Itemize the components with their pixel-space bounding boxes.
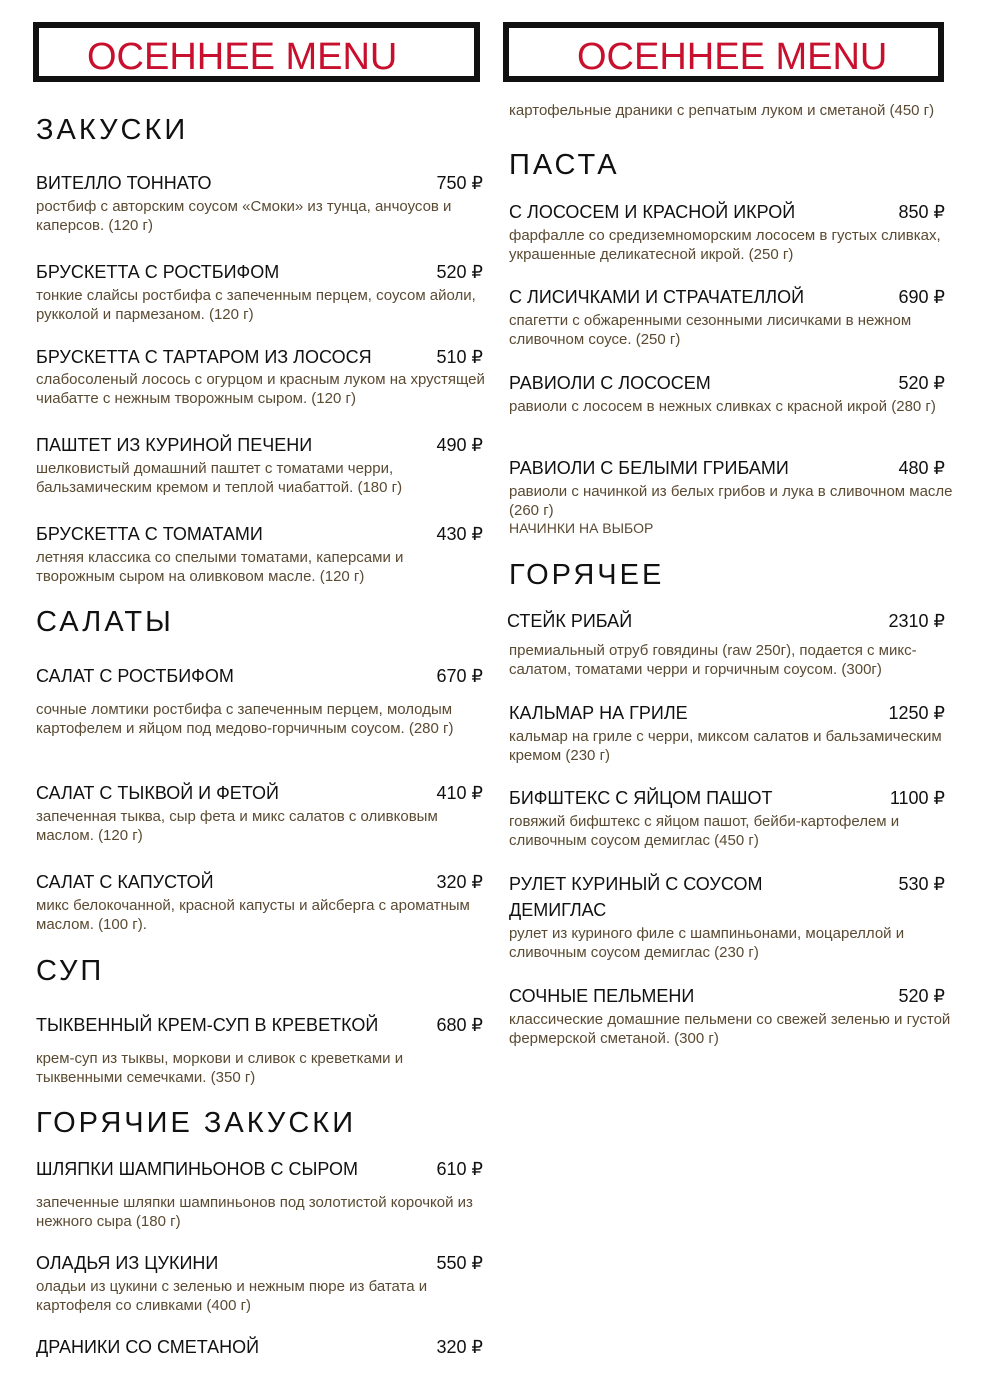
menu-item-price: 520 ₽ [898, 986, 945, 1006]
section-title-sup: СУП [36, 955, 105, 987]
section-title-zakuski: ЗАКУСКИ [36, 114, 189, 146]
menu-item-price: 510 ₽ [436, 347, 483, 367]
menu-item-name: С ЛИСИЧКАМИ И СТРАЧАТЕЛЛОЙ [509, 287, 805, 307]
menu-item-desc: микс белокочанной, красной капусты и айсберга с ароматным маслом. (100 г). [36, 897, 470, 933]
menu-item-name-line2: ДЕМИГЛАС [509, 900, 607, 920]
menu-title-box-right [503, 22, 944, 82]
menu-item-name: С ЛОСОСЕМ И КРАСНОЙ ИКРОЙ [509, 202, 796, 222]
menu-item-desc: картофельные драники с репчатым луком и сметаной (450 г) [509, 102, 935, 119]
menu-item-price: 670 ₽ [436, 666, 483, 686]
menu-item-price: 1250 ₽ [888, 703, 945, 723]
menu-title-box-left [33, 22, 480, 82]
menu-item-price: 480 ₽ [898, 458, 945, 478]
menu-item-price: 520 ₽ [436, 262, 483, 282]
menu-item-name: БРУСКЕТТА С ТАРТАРОМ ИЗ ЛОСОСЯ [36, 347, 372, 367]
fillings-note: НАЧИНКИ НА ВЫБОР [509, 520, 654, 536]
menu-item-price: 690 ₽ [898, 287, 945, 307]
menu-item-price: 2310 ₽ [888, 611, 945, 631]
menu-item-price: 410 ₽ [436, 783, 483, 803]
menu-item-desc: равиоли с лососем в нежных сливках с красной икрой (280 г) [509, 398, 936, 415]
menu-item-name: ВИТЕЛЛО ТОННАТО [36, 173, 212, 193]
menu-item-name: БРУСКЕТТА С ТОМАТАМИ [36, 524, 263, 544]
menu-item-desc: шелковистый домашний паштет с томатами черри, бальзамическим кремом и теплой чиабаттой. (180 г) [36, 460, 403, 496]
menu-item-name: РАВИОЛИ С БЕЛЫМИ ГРИБАМИ [509, 458, 789, 478]
menu-item-name: ТЫКВЕННЫЙ КРЕМ-СУП В КРЕВЕТКОЙ [36, 1015, 379, 1035]
menu-title-left: ОСЕННЕЕ MENU [87, 36, 398, 78]
menu-item-desc: оладьи из цукини с зеленью и нежным пюре из батата и картофеля со сливками (400 г) [36, 1278, 428, 1314]
menu-item-desc: кальмар на гриле с черри, миксом салатов и бальзамическим кремом (230 г) [509, 728, 942, 764]
menu-item-price: 610 ₽ [436, 1159, 483, 1179]
menu-item-price: 520 ₽ [898, 373, 945, 393]
section-title-goryachee: ГОРЯЧЕЕ [509, 559, 665, 591]
menu-item-desc: фарфалле со средиземноморским лососем в густых сливках, украшенные деликатесной икрой. (250 г) [509, 227, 941, 263]
menu-item-desc: слабосоленый лосось с огурцом и красным луком на хрустящей чиабатте с нежным творожным сыром. (120 г) [36, 371, 485, 407]
menu-item-price: 680 ₽ [436, 1015, 483, 1035]
menu-item-desc: запеченная тыква, сыр фета и микс салатов с оливковым маслом. (120 г) [36, 808, 438, 844]
menu-item-price: 850 ₽ [898, 202, 945, 222]
menu-item-desc: запеченные шляпки шампиньонов под золотистой корочкой из нежного сыра (180 г) [36, 1194, 473, 1230]
menu-item-price: 490 ₽ [436, 435, 483, 455]
menu-item-price: 1100 ₽ [889, 788, 945, 808]
menu-item-price: 320 ₽ [436, 872, 483, 892]
menu-item-price: 750 ₽ [436, 173, 483, 193]
menu-item-desc: равиоли с начинкой из белых грибов и лука в сливочном масле (260 г) [509, 483, 953, 519]
menu-item-price: 550 ₽ [436, 1253, 483, 1273]
menu-item-name: ПАШТЕТ ИЗ КУРИНОЙ ПЕЧЕНИ [36, 435, 313, 455]
menu-item-name: САЛАТ С КАПУСТОЙ [36, 872, 214, 892]
menu-title-right: ОСЕННЕЕ MENU [577, 36, 888, 78]
menu-item-name: РУЛЕТ КУРИНЫЙ С СОУСОМ [509, 874, 763, 894]
menu-item-name: КАЛЬМАР НА ГРИЛЕ [509, 703, 688, 723]
menu-item-price: 430 ₽ [436, 524, 483, 544]
section-title-pasta: ПАСТА [509, 149, 620, 181]
menu-item-name: БРУСКЕТТА С РОСТБИФОМ [36, 262, 280, 282]
menu-item-name: ШЛЯПКИ ШАМПИНЬОНОВ С СЫРОМ [36, 1159, 359, 1179]
menu-item-desc: крем-суп из тыквы, моркови и сливок с креветками и тыквенными семечками. (350 г) [36, 1050, 404, 1086]
menu-item-name: СОЧНЫЕ ПЕЛЬМЕНИ [509, 986, 695, 1006]
menu-item-price: 530 ₽ [898, 874, 945, 894]
menu-item-desc: рулет из куриного филе с шампиньонами, моцареллой и сливочным соусом демиглас (230 г) [509, 925, 905, 961]
menu-item-name: ДРАНИКИ СО СМЕТАНОЙ [36, 1337, 260, 1357]
menu-item-desc: классические домашние пельмени со свежей зеленью и густой фермерской сметаной. (300 г) [509, 1011, 951, 1047]
menu-item-desc: сочные ломтики ростбифа с запеченным перцем, молодым картофелем и яйцом под медово-горчичным соусом. (280 г) [36, 701, 454, 737]
menu-item-desc: ростбиф с авторским соусом «Смоки» из тунца, анчоусов и каперсов. (120 г) [36, 198, 452, 234]
menu-item-name: ОЛАДЬЯ ИЗ ЦУКИНИ [36, 1253, 219, 1273]
menu-item-desc: премиальный отруб говядины (raw 250г), подается с микс-салатом, томатами черри и горчичным соусом. (300г) [509, 642, 917, 678]
menu-item-desc: спагетти с обжаренными сезонными лисичками в нежном сливочном соусе. (250 г) [509, 312, 912, 348]
menu-item-name: РАВИОЛИ С ЛОСОСЕМ [509, 373, 711, 393]
menu-item-name: СТЕЙК РИБАЙ [507, 611, 633, 631]
menu-item-desc: говяжий бифштекс с яйцом пашот, бейби-картофелем и сливочным соусом демиглас (450 г) [509, 813, 900, 849]
section-title-salaty: САЛАТЫ [36, 606, 174, 638]
menu-item-desc: тонкие слайсы ростбифа с запеченным перцем, соусом айоли, рукколой и пармезаном. (120 г) [36, 287, 476, 323]
menu-item-name: САЛАТ С РОСТБИФОМ [36, 666, 234, 686]
menu-item-name: БИФШТЕКС С ЯЙЦОМ ПАШОТ [509, 788, 773, 808]
section-title-goryachie-zakuski: ГОРЯЧИЕ ЗАКУСКИ [36, 1107, 357, 1139]
menu-item-price: 320 ₽ [436, 1337, 483, 1357]
menu-item-desc: летняя классика со спелыми томатами, каперсами и творожным сыром на оливковом масле. (120 г) [36, 549, 404, 585]
menu-item-name: САЛАТ С ТЫКВОЙ И ФЕТОЙ [36, 783, 279, 803]
